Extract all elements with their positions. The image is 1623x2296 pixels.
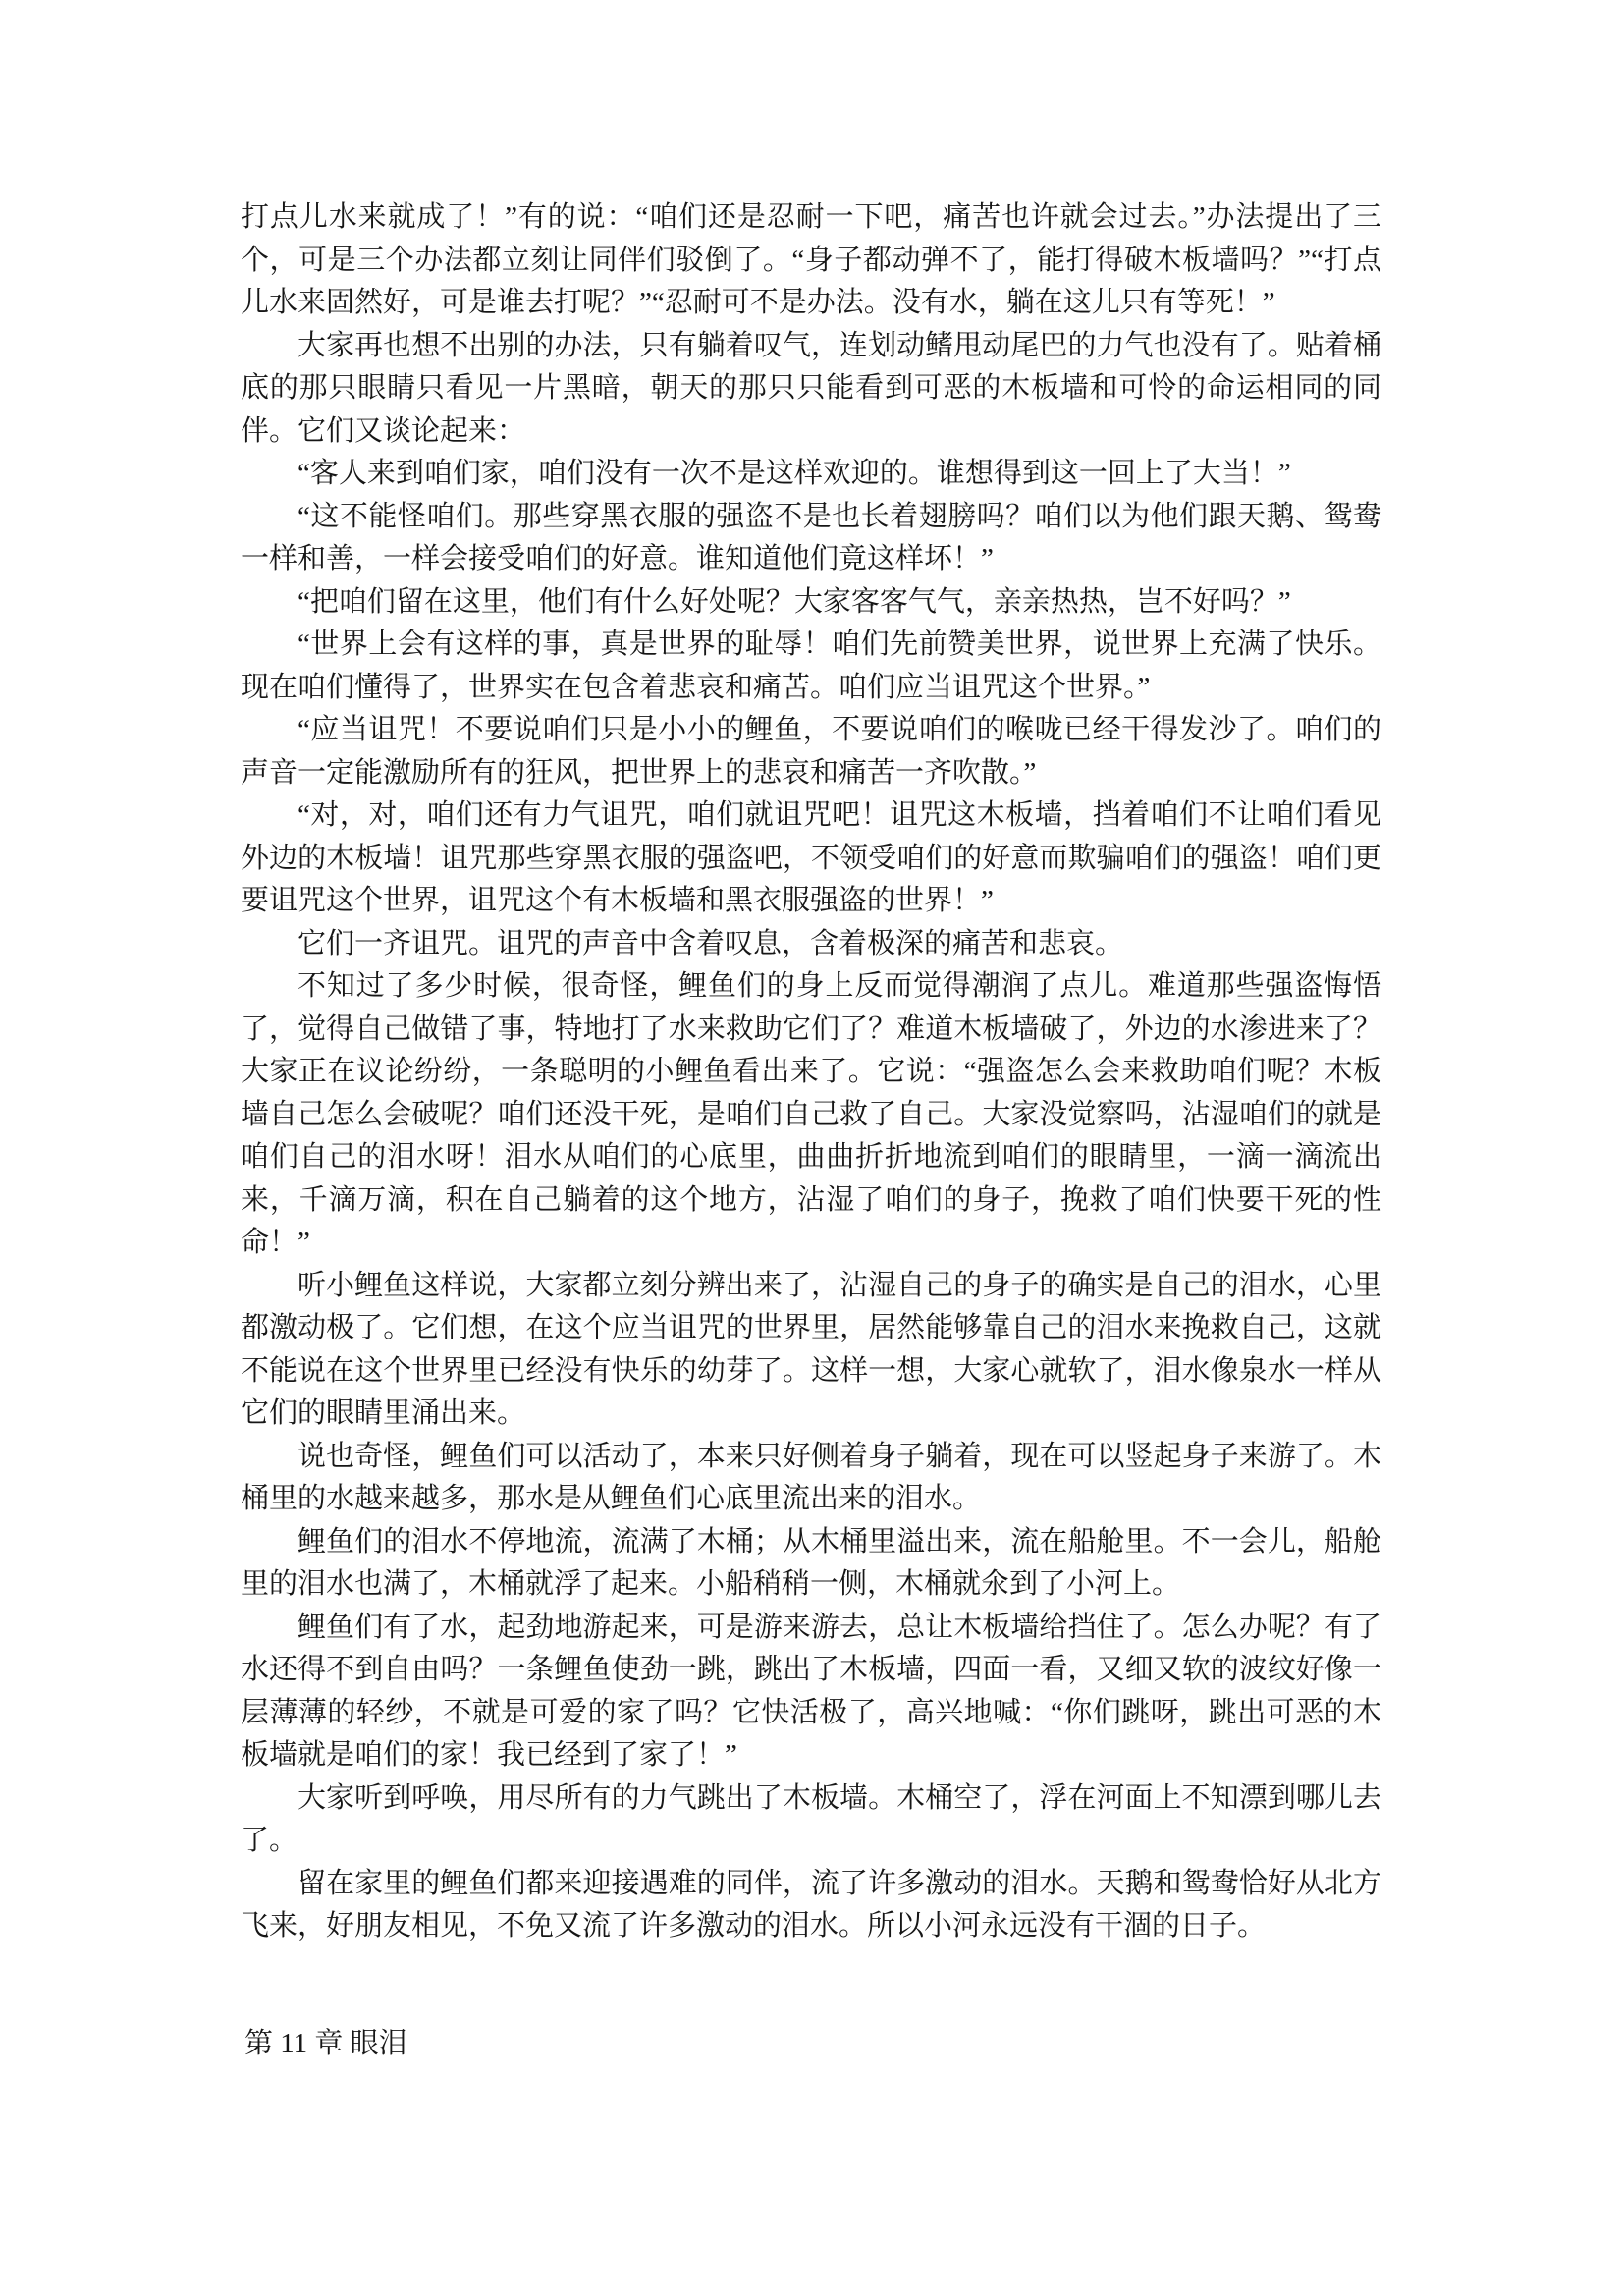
paragraph-16: 留在家里的鲤鱼们都来迎接遇难的同伴，流了许多激动的泪水。天鹅和鸳鸯恰好从北方飞来，好朋友相见，不免又流了许多激动的泪水。所以小河永远没有干涸的日子。 (241, 1867, 1381, 1941)
paragraph-9: 它们一齐诅咒。诅咒的声音中含着叹息，含着极深的痛苦和悲哀。 (298, 927, 1124, 959)
paragraph-11: 听小鲤鱼这样说，大家都立刻分辨出来了，沾湿自己的身子的确实是自己的泪水，心里都激动极了。它们想，在这个应当诅咒的世界里，居然能够靠自己的泪水来挽救自己，这就不能说在这个世界里已经没有快乐的幼芽了。这样一想，大家心就软了，泪水像泉水一样从它们的眼睛里涌出来。 (241, 1269, 1381, 1429)
paragraph-10: 不知过了多少时候，很奇怪，鲤鱼们的身上反而觉得潮润了点儿。难道那些强盗悔悟了，觉得自己做错了事，特地打了水来救助它们了？难道木板墙破了，外边的水渗进来了？大家正在议论纷纷，一条聪明的小鲤鱼看出来了。它说：“强盗怎么会来救助咱们呢？木板墙自己怎么会破呢？咱们还没干死，是咱们自己救了自己。大家没觉察吗，沾湿咱们的就是咱们自己的泪水呀！泪水从咱们的心底里，曲曲折折地流到咱们的眼睛里，一滴一滴流出来，千滴万滴，积在自己躺着的这个地方，沾湿了咱们的身子，挽救了咱们快要干死的性命！” (241, 970, 1381, 1258)
paragraph-15: 大家听到呼唤，用尽所有的力气跳出了木板墙。木桶空了，浮在河面上不知漂到哪儿去了。 (241, 1781, 1381, 1856)
chapter-footer: 第 11 章 眼泪 (244, 2028, 407, 2059)
paragraph-6: “世界上会有这样的事，真是世界的耻辱！咱们先前赞美世界，说世界上充满了快乐。现在咱们懂得了，世界实在包含着悲哀和痛苦。咱们应当诅咒这个世界。” (241, 629, 1381, 703)
paragraph-12: 说也奇怪，鲤鱼们可以活动了，本来只好侧着身子躺着，现在可以竖起身子来游了。木桶里的水越来越多，那水是从鲤鱼们心底里流出来的泪水。 (241, 1440, 1381, 1514)
paragraph-2: 大家再也想不出别的办法，只有躺着叹气，连划动鳍甩动尾巴的力气也没有了。贴着桶底的那只眼睛只看见一片黑暗，朝天的那只只能看到可恶的木板墙和可怜的命运相同的同伴。它们又谈论起来： (241, 329, 1381, 447)
paragraph-1: 打点儿水来就成了！”有的说：“咱们还是忍耐一下吧，痛苦也许就会过去。”办法提出了三个，可是三个办法都立刻让同伴们驳倒了。“身子都动弹不了，能打得破木板墙吗？”“打点儿水来固然好，可是谁去打呢？”“忍耐可不是办法。没有水，躺在这儿只有等死！” (241, 201, 1381, 318)
paragraph-3: “客人来到咱们家，咱们没有一次不是这样欢迎的。谁想得到这一回上了大当！” (298, 458, 1291, 489)
paragraph-4: “这不能怪咱们。那些穿黑衣服的强盗不是也长着翅膀吗？咱们以为他们跟天鹅、鸳鸯一样和善，一样会接受咱们的好意。谁知道他们竟这样坏！” (241, 500, 1381, 574)
body-text (241, 196, 1381, 1948)
paragraph-8: “对，对，咱们还有力气诅咒，咱们就诅咒吧！诅咒这木板墙，挡着咱们不让咱们看见外边的木板墙！诅咒那些穿黑衣服的强盗吧，不领受咱们的好意而欺骗咱们的强盗！咱们更要诅咒这个世界，诅咒这个有木板墙和黑衣服强盗的世界！” (241, 799, 1381, 916)
paragraph-13: 鲤鱼们的泪水不停地流，流满了木桶；从木桶里溢出来，流在船舱里。不一会儿，船舱里的泪水也满了，木桶就浮了起来。小船稍稍一侧，木桶就氽到了小河上。 (241, 1525, 1381, 1600)
paragraph-7: “应当诅咒！不要说咱们只是小小的鲤鱼，不要说咱们的喉咙已经干得发沙了。咱们的声音一定能激励所有的狂风，把世界上的悲哀和痛苦一齐吹散。” (241, 714, 1381, 789)
paragraph-14: 鲤鱼们有了水，起劲地游起来，可是游来游去，总让木板墙给挡住了。怎么办呢？有了水还得不到自由吗？一条鲤鱼使劲一跳，跳出了木板墙，四面一看，又细又软的波纹好像一层薄薄的轻纱，不就是可爱的家了吗？它快活极了，高兴地喊：“你们跳呀，跳出可恶的木板墙就是咱们的家！我已经到了家了！” (241, 1611, 1381, 1771)
paragraph-5: “把咱们留在这里，他们有什么好处呢？大家客客气气，亲亲热热，岂不好吗？” (298, 585, 1291, 618)
